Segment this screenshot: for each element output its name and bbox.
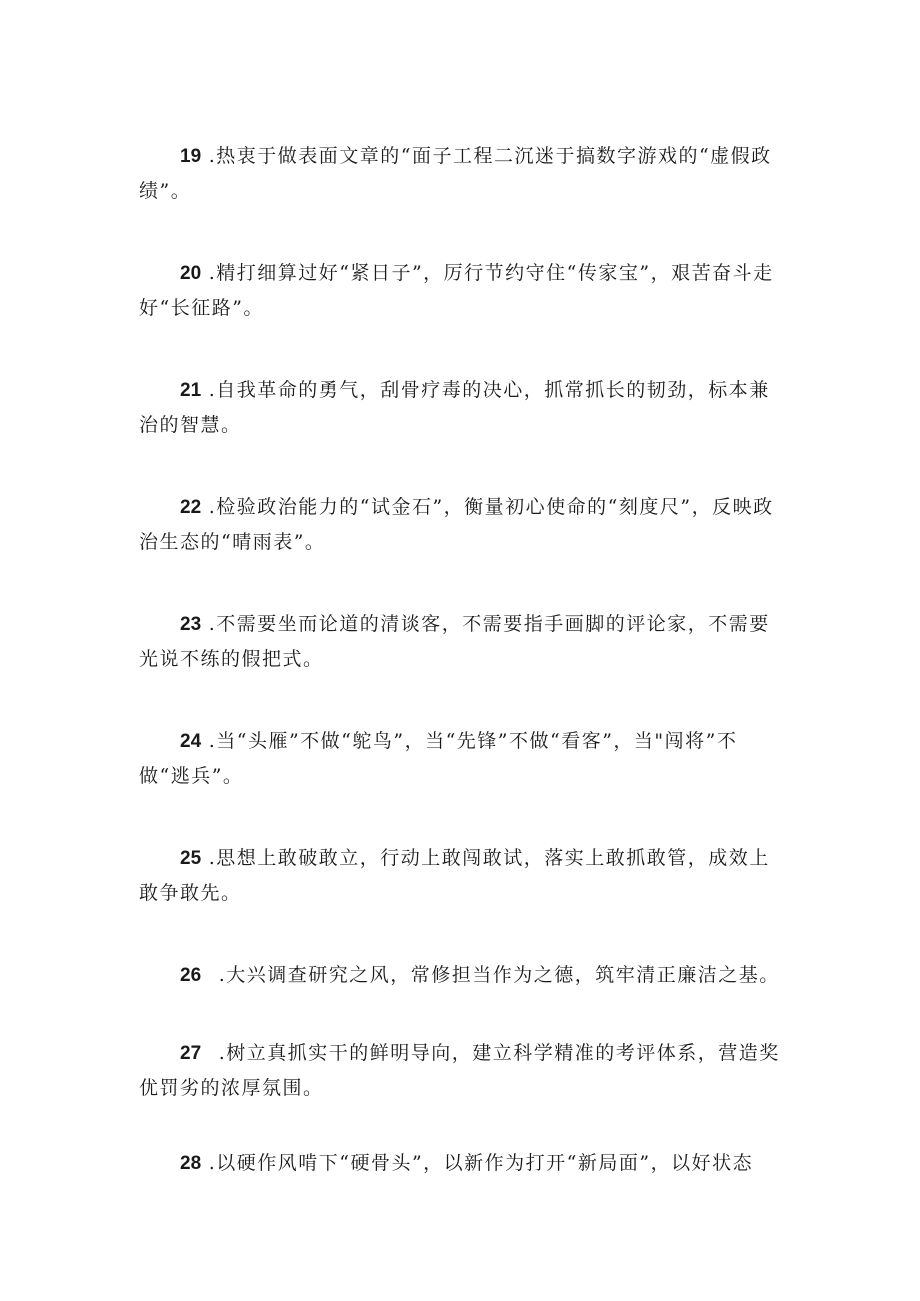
item-text: .热衷于做表面文章的“面子工程二沉迷于搞数字游戏的“虚假政绩”。 — [139, 145, 772, 202]
item-text: .检验政治能力的“试金石”，衡量初心使命的“刻度尺”，反映政治生态的“晴雨表”。 — [139, 496, 774, 553]
list-item — [139, 958, 789, 993]
item-text: .当“头雁”不做“鸵鸟”，当“先锋”不做“看客”，当"闯将”不做“逃兵”。 — [139, 730, 738, 787]
list-item — [139, 139, 789, 208]
item-text: .以硬作风啃下“硬骨头”，以新作为打开“新局面”，以好状态 — [208, 1152, 754, 1174]
list-item — [139, 256, 789, 325]
list-item — [139, 1146, 789, 1181]
item-number: 24 — [180, 731, 202, 752]
list-item — [139, 841, 789, 910]
item-text: .精打细算过好“紧日子”，厉行节约守住“传家宝”，艰苦奋斗走好“长征路”。 — [139, 262, 774, 319]
item-number: 28 — [180, 1153, 202, 1174]
list-item — [139, 490, 789, 559]
item-number: 26 — [180, 965, 202, 986]
list-item — [139, 724, 789, 793]
item-number: 25 — [180, 848, 202, 869]
list-item — [139, 1036, 789, 1105]
item-number: 23 — [180, 614, 202, 635]
list-item — [139, 373, 789, 442]
item-text: .思想上敢破敢立，行动上敢闯敢试，落实上敢抓敢管，成效上敢争敢先。 — [139, 847, 770, 904]
item-number: 27 — [180, 1043, 202, 1064]
item-text: .树立真抓实干的鲜明导向，建立科学精准的考评体系，营造奖优罚劣的浓厚氛围。 — [139, 1042, 780, 1099]
item-text: .自我革命的勇气，刮骨疗毒的决心，抓常抓长的韧劲，标本兼治的智慧。 — [139, 379, 770, 436]
item-number: 20 — [180, 263, 202, 284]
item-number: 21 — [180, 380, 202, 401]
item-text: .大兴调查研究之风，常修担当作为之德，筑牢清正廉洁之基。 — [218, 964, 780, 986]
item-text: .不需要坐而论道的清谈客，不需要指手画脚的评论家，不需要光说不练的假把式。 — [139, 613, 770, 670]
item-number: 22 — [180, 497, 202, 518]
item-number: 19 — [180, 146, 202, 167]
list-item — [139, 607, 789, 676]
